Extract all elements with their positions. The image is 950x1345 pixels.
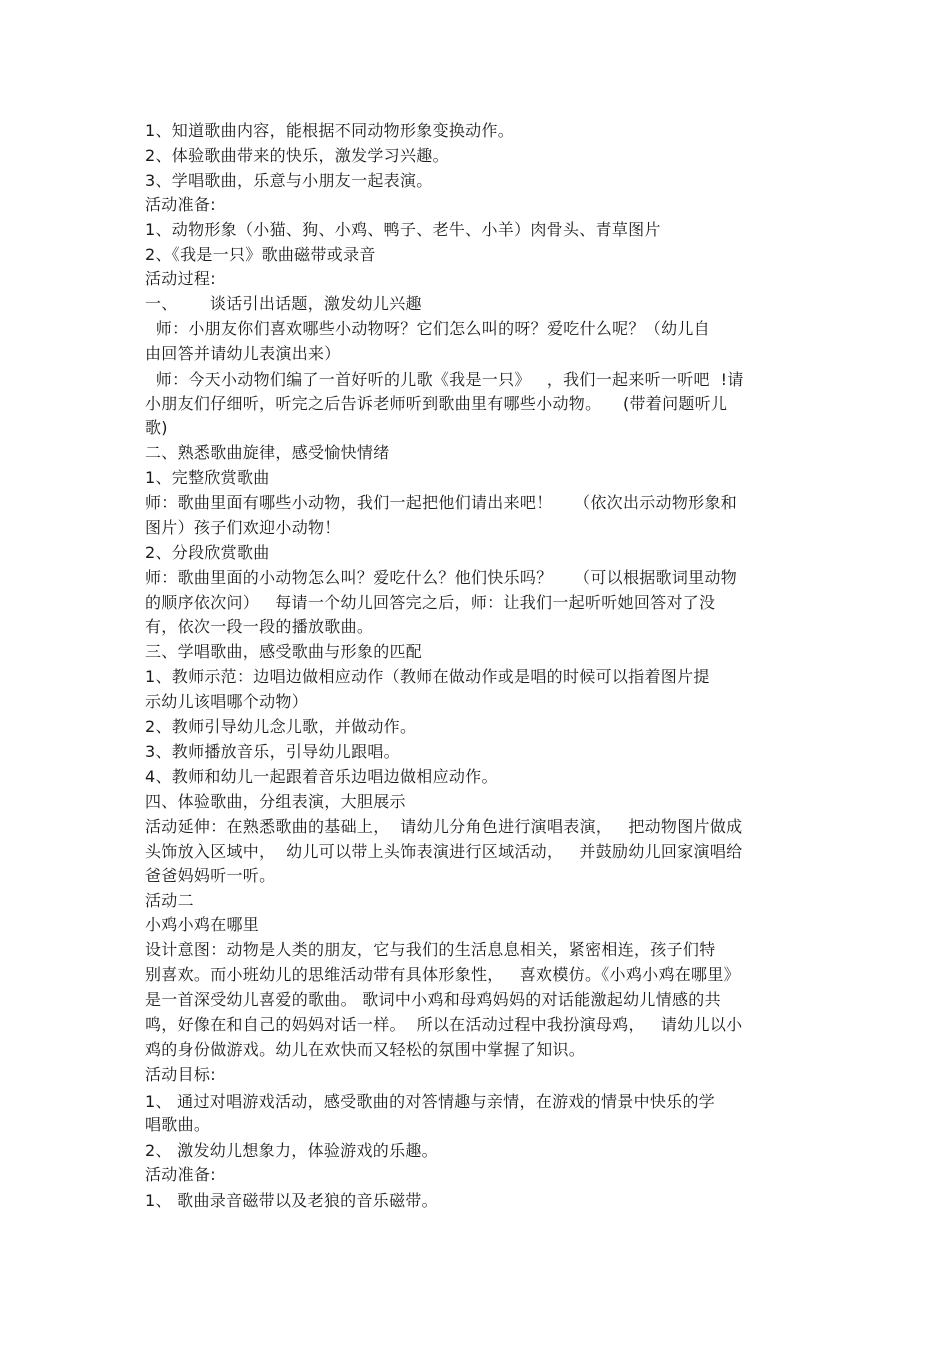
text-line: 1、完整欣赏歌曲 bbox=[145, 468, 270, 487]
section-heading: 四、体验歌曲，分组表演，大胆展示 bbox=[145, 792, 406, 811]
text-line: 2、分段欣赏歌曲 bbox=[145, 543, 270, 562]
text-line: 头饰放入区域中， 幼儿可以带上头饰表演进行区域活动， 并鼓励幼儿回家演唱给 bbox=[145, 842, 743, 861]
text-line: 爸爸妈妈听一听。 bbox=[145, 866, 276, 885]
section-heading: 活动目标: bbox=[145, 1065, 216, 1084]
text-line: 4、教师和幼儿一起跟着音乐边唱边做相应动作。 bbox=[145, 767, 498, 786]
text-line: 一、 谈话引出话题，激发幼儿兴趣 bbox=[145, 294, 422, 313]
text-line: 3、教师播放音乐，引导幼儿跟唱。 bbox=[145, 742, 400, 761]
text-line: 由回答并请幼儿表演出来） bbox=[145, 344, 341, 363]
section-heading: 活动准备: bbox=[145, 195, 216, 214]
text-line: 1、知道歌曲内容，能根据不同动物形象变换动作。 bbox=[145, 121, 515, 140]
text-line: 是一首深受幼儿喜爱的歌曲。 歌词中小鸡和母鸡妈妈的对话能激起幼儿情感的共 bbox=[145, 990, 721, 1009]
text-line: 2、体验歌曲带来的快乐，激发学习兴趣。 bbox=[145, 146, 449, 165]
text-line: 2、《我是一只》歌曲磁带或录音 bbox=[145, 245, 376, 264]
section-heading: 活动准备: bbox=[145, 1165, 216, 1184]
text-line: 活动延伸：在熟悉歌曲的基础上， 请幼儿分角色进行演唱表演， 把动物图片做成 bbox=[145, 817, 743, 836]
text-line: 示幼儿该唱哪个动物） bbox=[145, 692, 309, 711]
section-heading: 活动二 bbox=[145, 891, 194, 910]
text-line: 有，依次一段一段的播放歌曲。 bbox=[145, 617, 374, 636]
text-line: 歌) bbox=[145, 418, 168, 437]
section-heading: 活动过程: bbox=[145, 269, 216, 288]
section-heading: 三、学唱歌曲，感受歌曲与形象的匹配 bbox=[145, 642, 423, 661]
text-line: 师：小朋友你们喜欢哪些小动物呀？它们怎么叫的呀？爱吃什么呢？（幼儿自 bbox=[145, 319, 710, 338]
text-line: 小朋友们仔细听，听完之后告诉老师听到歌曲里有哪些小动物。 (带着问题听儿 bbox=[145, 394, 728, 413]
text-line: 鸣，好像在和自己的妈妈对话一样。 所以在活动过程中我扮演母鸡， 请幼儿以小 bbox=[145, 1015, 743, 1034]
text-line: 1、教师示范：边唱边做相应动作（教师在做动作或是唱的时候可以指着图片提 bbox=[145, 667, 710, 686]
text-line: 1、 通过对唱游戏活动，感受歌曲的对答情趣与亲情，在游戏的情景中快乐的学 bbox=[145, 1092, 716, 1111]
text-line: 1、动物形象（小猫、狗、小鸡、鸭子、老牛、小羊）肉骨头、青草图片 bbox=[145, 220, 661, 239]
section-heading: 二、熟悉歌曲旋律，感受愉快情绪 bbox=[145, 443, 390, 462]
text-line: 2、 激发幼儿想象力，体验游戏的乐趣。 bbox=[145, 1141, 438, 1160]
text-line: 图片）孩子们欢迎小动物！ bbox=[145, 518, 341, 537]
text-line: 唱歌曲。 bbox=[145, 1115, 211, 1134]
text-line: 鸡的身份做游戏。幼儿在欢快而又轻松的氛围中掌握了知识。 bbox=[145, 1040, 586, 1059]
text-line: 师：今天小动物们编了一首好听的儿歌《我是一只》 ，我们一起来听一听吧 !请 bbox=[145, 370, 744, 389]
text-line: 1、 歌曲录音磁带以及老狼的音乐磁带。 bbox=[145, 1191, 438, 1210]
text-line: 师：歌曲里面有哪些小动物，我们一起把他们请出来吧！ （依次出示动物形象和 bbox=[145, 493, 738, 512]
text-line: 师：歌曲里面的小动物怎么叫？爱吃什么？他们快乐吗？ （可以根据歌词里动物 bbox=[145, 568, 738, 587]
text-line: 的顺序依次问） 每请一个幼儿回答完之后，师：让我们一起听听她回答对了没 bbox=[145, 593, 716, 612]
text-line: 别喜欢。而小班幼儿的思维活动带有具体形象性， 喜欢模仿。《小鸡小鸡在哪里》 bbox=[145, 965, 740, 984]
text-line: 2、教师引导幼儿念儿歌，并做动作。 bbox=[145, 717, 417, 736]
text-line: 3、学唱歌曲，乐意与小朋友一起表演。 bbox=[145, 171, 433, 190]
text-line: 设计意图：动物是人类的朋友，它与我们的生活息息相关，紧密相连，孩子们特 bbox=[145, 940, 716, 959]
section-heading: 小鸡小鸡在哪里 bbox=[145, 915, 260, 934]
